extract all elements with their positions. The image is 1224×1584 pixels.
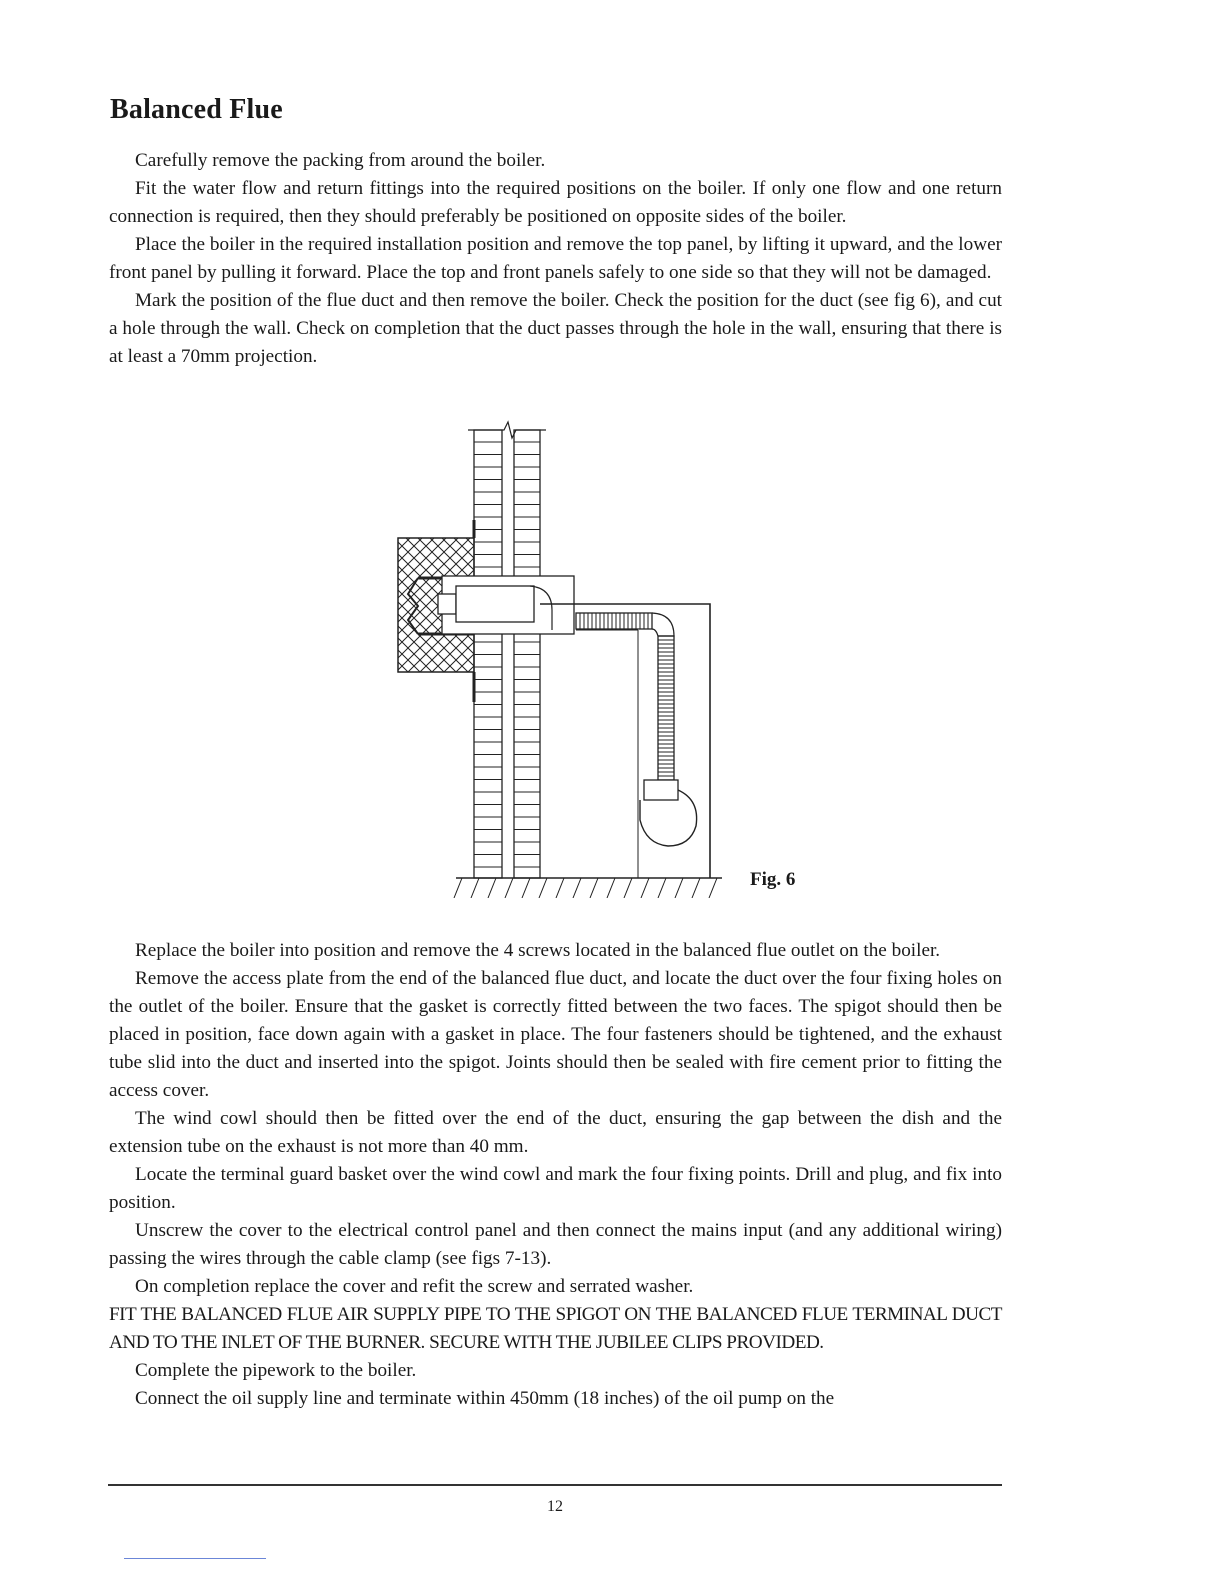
paragraph: Fit the water flow and return fittings into the required positions on the boiler. If only one flow and one return connection is required, then they should preferably be positioned on opposite sides of the boiler. bbox=[109, 178, 1002, 227]
link-underline bbox=[124, 1558, 266, 1559]
paragraph: Place the boiler in the required installation position and remove the top panel, by lifting it upward, and the lower front panel by pulling it forward. Place the top and front panels safely to one side so that they will not be damaged. bbox=[109, 234, 1002, 283]
caps-paragraph: FIT THE BALANCED FLUE AIR SUPPLY PIPE TO THE SPIGOT ON THE BALANCED FLUE TERMINAL DUCT AND TO THE INLET OF THE BURNER. SECURE WITH THE JUBILEE CLIPS PROVIDED. bbox=[109, 1304, 1002, 1353]
paragraph: Connect the oil supply line and terminate within 450mm (18 inches) of the oil pump on the bbox=[135, 1388, 835, 1409]
page-number: 12 bbox=[547, 1498, 563, 1515]
burner-inlet bbox=[644, 780, 678, 800]
paragraph: The wind cowl should then be fitted over the end of the duct, ensuring the gap between the dish and the extension tube on the exhaust is not more than 40 mm. bbox=[109, 1108, 1002, 1157]
paragraph: Complete the pipework to the boiler. bbox=[135, 1360, 417, 1381]
page-title: Balanced Flue bbox=[110, 94, 283, 125]
paragraph: Remove the access plate from the end of the balanced flue duct, and locate the duct over the four fixing holes on the outlet of the boiler. Ensure that the gasket is correctly fitted between the two faces. The spigot should then be placed in position, face down again with a gasket in place. The four fasteners should be tightened, and the exhaust tube slid into the duct and inserted into the spigot. Joints should then be sealed with fire cement prior to fitting the access cover. bbox=[109, 968, 1002, 1101]
boiler-casing bbox=[540, 604, 710, 878]
paragraph: On completion replace the cover and refit the screw and serrated washer. bbox=[135, 1276, 694, 1297]
paragraph: Mark the position of the flue duct and then remove the boiler. Check the position for the duct (see fig 6), and cut a hole through the wall. Check on completion that the duct passes through the hole in the wall, ensuring that there is at least a 70mm projection. bbox=[109, 290, 1002, 367]
paragraph: Locate the terminal guard basket over the wind cowl and mark the four fixing points. Drill and plug, and fix into position. bbox=[109, 1164, 1002, 1213]
paragraph: Carefully remove the packing from around the boiler. bbox=[135, 150, 546, 171]
paragraph: Unscrew the cover to the electrical control panel and then connect the mains input (and any additional wiring) passing the wires through the cable clamp (see figs 7-13). bbox=[109, 1220, 1002, 1269]
brick-courses bbox=[474, 442, 540, 867]
figure-label: Fig. 6 bbox=[750, 869, 796, 890]
footer-rule bbox=[108, 1484, 1002, 1486]
air-supply-pipe bbox=[576, 613, 652, 629]
balanced-flue-diagram bbox=[390, 418, 730, 898]
body-text bbox=[109, 937, 1002, 1413]
intro-text bbox=[109, 147, 1002, 371]
wall-break-symbol bbox=[468, 422, 546, 438]
paragraph: Replace the boiler into position and remove the 4 screws located in the balanced flue outlet on the boiler. bbox=[135, 940, 941, 961]
